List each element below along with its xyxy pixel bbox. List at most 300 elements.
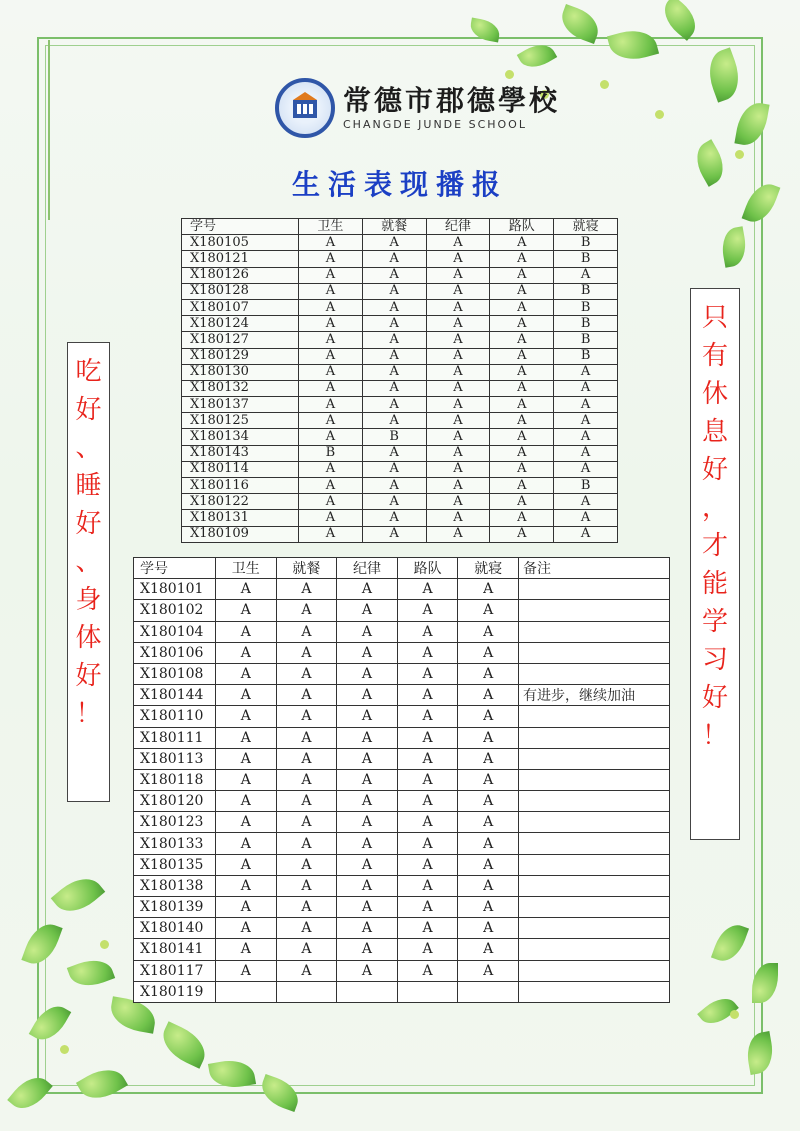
remark-cell <box>519 897 670 918</box>
student-id-cell: X180131 <box>182 510 299 526</box>
grade-cell: A <box>426 380 490 396</box>
table-row <box>182 445 618 461</box>
table-row <box>182 478 618 494</box>
grade-cell: B <box>362 429 426 445</box>
table-row <box>134 939 670 960</box>
grade-cell: A <box>299 413 363 429</box>
grade-cell: A <box>397 897 458 918</box>
remark-cell <box>519 748 670 769</box>
grade-cell: A <box>490 429 554 445</box>
student-id-cell: X180109 <box>182 526 299 542</box>
table-row <box>134 685 670 706</box>
grade-cell: A <box>426 267 490 283</box>
slogan-char: 、 <box>75 547 102 577</box>
table-row <box>182 494 618 510</box>
table-row <box>134 981 670 1002</box>
slogan-char: ， <box>701 493 728 523</box>
grade-cell: A <box>397 769 458 790</box>
grade-cell: A <box>337 706 398 727</box>
grade-cell: A <box>397 706 458 727</box>
table-row <box>182 397 618 413</box>
grade-cell: A <box>337 663 398 684</box>
grade-cell: A <box>216 918 277 939</box>
grade-cell: A <box>276 875 337 896</box>
grade-cell: A <box>337 854 398 875</box>
column-header: 卫生 <box>216 558 277 579</box>
student-id-cell: X180124 <box>182 316 299 332</box>
grade-cell: A <box>490 283 554 299</box>
slogan-char: 休 <box>701 379 728 409</box>
table-row <box>182 364 618 380</box>
page-title: 生活表现播报 <box>291 168 508 201</box>
grade-cell: A <box>362 494 426 510</box>
grade-cell: A <box>490 380 554 396</box>
grade-cell: A <box>216 600 277 621</box>
student-id-cell: X180111 <box>134 727 216 748</box>
grade-cell: A <box>490 397 554 413</box>
grade-cell: A <box>426 251 490 267</box>
grade-cell: B <box>299 445 363 461</box>
grade-cell: A <box>362 364 426 380</box>
grade-cell: A <box>554 380 618 396</box>
grade-cell: A <box>276 897 337 918</box>
remark-cell <box>519 706 670 727</box>
table-header-row <box>134 558 670 579</box>
table-row <box>182 299 618 315</box>
table-row <box>182 510 618 526</box>
grade-cell: A <box>299 461 363 477</box>
performance-table-2 <box>133 557 670 1003</box>
table-row <box>182 526 618 542</box>
grade-cell: A <box>337 897 398 918</box>
grade-cell: A <box>490 461 554 477</box>
grade-cell: A <box>337 875 398 896</box>
grade-cell <box>458 981 519 1002</box>
grade-cell: A <box>299 299 363 315</box>
student-id-cell: X180125 <box>182 413 299 429</box>
grade-cell: A <box>276 642 337 663</box>
grade-cell: A <box>362 461 426 477</box>
grade-cell: A <box>490 413 554 429</box>
grade-cell: A <box>337 748 398 769</box>
grade-cell <box>397 981 458 1002</box>
grade-cell: A <box>490 348 554 364</box>
student-id-cell: X180117 <box>134 960 216 981</box>
grade-cell: A <box>276 706 337 727</box>
grade-cell: A <box>216 812 277 833</box>
grade-cell: A <box>276 663 337 684</box>
grade-cell: B <box>554 299 618 315</box>
student-id-cell: X180121 <box>182 251 299 267</box>
remark-cell <box>519 663 670 684</box>
grade-cell: A <box>426 283 490 299</box>
grade-cell: A <box>458 621 519 642</box>
slogan-char: 好 <box>701 683 728 713</box>
grade-cell: A <box>397 642 458 663</box>
remark-cell <box>519 642 670 663</box>
table-header-row <box>182 219 618 235</box>
table-row <box>182 380 618 396</box>
grade-cell: A <box>490 494 554 510</box>
student-id-cell: X180138 <box>134 875 216 896</box>
grade-cell: A <box>426 235 490 251</box>
grade-cell: A <box>337 812 398 833</box>
student-id-cell: X180127 <box>182 332 299 348</box>
column-header: 备注 <box>519 558 670 579</box>
grade-cell: A <box>426 494 490 510</box>
table-row <box>134 812 670 833</box>
student-id-cell: X180101 <box>134 579 216 600</box>
grade-cell: A <box>426 461 490 477</box>
grade-cell: B <box>554 348 618 364</box>
grade-cell: A <box>490 251 554 267</box>
grade-cell: A <box>362 380 426 396</box>
grade-cell: A <box>337 918 398 939</box>
table-row <box>182 235 618 251</box>
slogan-char: 吃 <box>75 357 102 387</box>
grade-cell: A <box>299 332 363 348</box>
grade-cell: A <box>554 429 618 445</box>
grade-cell: A <box>458 685 519 706</box>
grade-cell: A <box>299 283 363 299</box>
slogan-char: 能 <box>701 569 728 599</box>
grade-cell: A <box>490 299 554 315</box>
grade-cell: A <box>362 445 426 461</box>
remark-cell <box>519 833 670 854</box>
slogan-char: 习 <box>701 645 728 675</box>
grade-cell: A <box>397 791 458 812</box>
grade-cell: A <box>554 445 618 461</box>
table-row <box>182 413 618 429</box>
remark-cell <box>519 727 670 748</box>
grade-cell: A <box>426 299 490 315</box>
column-header: 学号 <box>134 558 216 579</box>
grade-cell: A <box>337 579 398 600</box>
grade-cell: A <box>397 621 458 642</box>
remark-cell <box>519 854 670 875</box>
grade-cell: A <box>337 642 398 663</box>
grade-cell: A <box>490 526 554 542</box>
column-header: 就寝 <box>458 558 519 579</box>
grade-cell: B <box>554 332 618 348</box>
grade-cell: A <box>397 579 458 600</box>
grade-cell: A <box>276 579 337 600</box>
table-row <box>134 727 670 748</box>
grade-cell: A <box>554 413 618 429</box>
grade-cell: A <box>299 235 363 251</box>
grade-cell: A <box>362 267 426 283</box>
column-header: 就寝 <box>554 219 618 235</box>
grade-cell: A <box>362 316 426 332</box>
grade-cell: A <box>554 364 618 380</box>
student-id-cell: X180144 <box>134 685 216 706</box>
grade-cell: A <box>397 812 458 833</box>
grade-cell: A <box>397 918 458 939</box>
student-id-cell: X180126 <box>182 267 299 283</box>
student-id-cell: X180132 <box>182 380 299 396</box>
grade-cell: B <box>554 478 618 494</box>
grade-cell: A <box>458 769 519 790</box>
grade-cell: A <box>276 918 337 939</box>
table-row <box>182 316 618 332</box>
student-id-cell: X180137 <box>182 397 299 413</box>
grade-cell: A <box>299 251 363 267</box>
student-id-cell: X180107 <box>182 299 299 315</box>
grade-cell: A <box>276 600 337 621</box>
grade-cell: A <box>276 727 337 748</box>
column-header: 纪律 <box>337 558 398 579</box>
table-row <box>134 918 670 939</box>
grade-cell: A <box>216 663 277 684</box>
table-row <box>182 251 618 267</box>
slogan-char: 好 <box>75 395 102 425</box>
grade-cell: A <box>397 960 458 981</box>
grade-cell: A <box>362 526 426 542</box>
grade-cell: A <box>426 413 490 429</box>
grade-cell <box>337 981 398 1002</box>
student-id-cell: X180123 <box>134 812 216 833</box>
grade-cell: A <box>216 642 277 663</box>
table-row <box>134 663 670 684</box>
grade-cell: A <box>397 727 458 748</box>
remark-cell <box>519 579 670 600</box>
grade-cell: A <box>362 510 426 526</box>
grade-cell: A <box>337 685 398 706</box>
student-id-cell: X180143 <box>182 445 299 461</box>
grade-cell: A <box>458 748 519 769</box>
column-header: 就餐 <box>276 558 337 579</box>
grade-cell: A <box>397 833 458 854</box>
student-id-cell: X180128 <box>182 283 299 299</box>
grade-cell: A <box>426 397 490 413</box>
column-header: 学号 <box>182 219 299 235</box>
student-id-cell: X180134 <box>182 429 299 445</box>
table-row <box>134 579 670 600</box>
grade-cell: A <box>362 332 426 348</box>
slogan-char: 睡 <box>75 471 102 501</box>
column-header: 路队 <box>397 558 458 579</box>
grade-cell: A <box>276 812 337 833</box>
grade-cell: A <box>458 727 519 748</box>
student-id-cell: X180141 <box>134 939 216 960</box>
grade-cell: A <box>426 445 490 461</box>
grade-cell: A <box>426 429 490 445</box>
student-id-cell: X180118 <box>134 769 216 790</box>
grade-cell: A <box>216 579 277 600</box>
remark-cell <box>519 918 670 939</box>
grade-cell: B <box>554 283 618 299</box>
grade-cell: A <box>299 478 363 494</box>
grade-cell: A <box>362 348 426 364</box>
slogan-char: 好 <box>701 455 728 485</box>
student-id-cell: X180105 <box>182 235 299 251</box>
table-row <box>182 348 618 364</box>
student-id-cell: X180104 <box>134 621 216 642</box>
grade-cell: A <box>216 706 277 727</box>
column-header: 就餐 <box>362 219 426 235</box>
slogan-char: 身 <box>75 585 102 615</box>
school-name-en: CHANGDE JUNDE SCHOOL <box>343 117 527 131</box>
grade-cell: A <box>216 685 277 706</box>
remark-cell <box>519 621 670 642</box>
remark-cell <box>519 600 670 621</box>
table-row <box>134 748 670 769</box>
table-row <box>182 267 618 283</box>
grade-cell: A <box>216 769 277 790</box>
column-header: 路队 <box>490 219 554 235</box>
grade-cell: A <box>397 939 458 960</box>
table-row <box>134 875 670 896</box>
student-id-cell: X180139 <box>134 897 216 918</box>
grade-cell: A <box>299 267 363 283</box>
student-id-cell: X180120 <box>134 791 216 812</box>
table-row <box>182 429 618 445</box>
grade-cell: A <box>426 478 490 494</box>
grade-cell: A <box>458 897 519 918</box>
grade-cell: A <box>276 939 337 960</box>
grade-cell: A <box>276 685 337 706</box>
student-id-cell: X180129 <box>182 348 299 364</box>
remark-cell <box>519 960 670 981</box>
performance-table-1 <box>181 218 618 543</box>
grade-cell: A <box>216 875 277 896</box>
grade-cell: A <box>426 348 490 364</box>
grade-cell: A <box>216 960 277 981</box>
slogan-char: 学 <box>701 607 728 637</box>
table-row <box>134 621 670 642</box>
grade-cell: A <box>490 316 554 332</box>
table-row <box>134 897 670 918</box>
grade-cell: A <box>299 494 363 510</box>
table-row <box>134 706 670 727</box>
grade-cell: A <box>299 316 363 332</box>
grade-cell: A <box>490 478 554 494</box>
grade-cell: A <box>458 812 519 833</box>
grade-cell: A <box>337 600 398 621</box>
grade-cell: A <box>554 526 618 542</box>
table-row <box>134 642 670 663</box>
grade-cell: A <box>458 579 519 600</box>
remark-cell <box>519 981 670 1002</box>
remark-cell: 有进步，继续加油 <box>519 685 670 706</box>
slogan-right <box>690 288 740 840</box>
grade-cell: B <box>554 235 618 251</box>
grade-cell: A <box>276 748 337 769</box>
grade-cell: A <box>554 267 618 283</box>
slogan-char: ！ <box>701 721 728 751</box>
remark-cell <box>519 939 670 960</box>
student-id-cell: X180135 <box>134 854 216 875</box>
grade-cell: A <box>362 251 426 267</box>
grade-cell: A <box>337 791 398 812</box>
grade-cell: A <box>337 960 398 981</box>
grade-cell: A <box>337 727 398 748</box>
remark-cell <box>519 791 670 812</box>
table-row <box>134 960 670 981</box>
table-row <box>134 833 670 854</box>
grade-cell: A <box>458 663 519 684</box>
grade-cell: A <box>337 621 398 642</box>
slogan-char: 好 <box>75 661 102 691</box>
student-id-cell: X180108 <box>134 663 216 684</box>
grade-cell: A <box>299 364 363 380</box>
grade-cell: A <box>490 510 554 526</box>
grade-cell: A <box>397 875 458 896</box>
grade-cell: A <box>426 316 490 332</box>
grade-cell: A <box>216 833 277 854</box>
grade-cell: A <box>458 875 519 896</box>
grade-cell: A <box>397 748 458 769</box>
grade-cell: A <box>458 706 519 727</box>
grade-cell: A <box>554 461 618 477</box>
grade-cell: A <box>490 235 554 251</box>
table-row <box>182 461 618 477</box>
grade-cell: B <box>554 316 618 332</box>
grade-cell: A <box>490 445 554 461</box>
student-id-cell: X180110 <box>134 706 216 727</box>
grade-cell: B <box>554 251 618 267</box>
grade-cell: A <box>362 235 426 251</box>
column-header: 卫生 <box>299 219 363 235</box>
grade-cell: A <box>276 854 337 875</box>
grade-cell: A <box>216 791 277 812</box>
grade-cell: A <box>554 494 618 510</box>
grade-cell: A <box>362 478 426 494</box>
grade-cell: A <box>216 854 277 875</box>
slogan-char: 有 <box>701 341 728 371</box>
grade-cell: A <box>426 332 490 348</box>
grade-cell: A <box>337 939 398 960</box>
slogan-char: 只 <box>701 303 728 333</box>
grade-cell: A <box>337 833 398 854</box>
grade-cell: A <box>299 429 363 445</box>
slogan-left <box>67 342 110 802</box>
student-id-cell: X180119 <box>134 981 216 1002</box>
grade-cell: A <box>458 833 519 854</box>
grade-cell: A <box>337 769 398 790</box>
school-emblem-icon <box>275 78 335 138</box>
grade-cell: A <box>299 348 363 364</box>
column-header: 纪律 <box>426 219 490 235</box>
grade-cell: A <box>362 413 426 429</box>
grade-cell: A <box>276 833 337 854</box>
slogan-char: 息 <box>701 417 728 447</box>
student-id-cell: X180114 <box>182 461 299 477</box>
grade-cell: A <box>554 397 618 413</box>
student-id-cell: X180122 <box>182 494 299 510</box>
remark-cell <box>519 812 670 833</box>
grade-cell: A <box>299 397 363 413</box>
grade-cell: A <box>397 600 458 621</box>
grade-cell: A <box>458 918 519 939</box>
grade-cell: A <box>362 299 426 315</box>
grade-cell: A <box>362 283 426 299</box>
grade-cell: A <box>216 748 277 769</box>
grade-cell: A <box>216 621 277 642</box>
grade-cell: A <box>299 380 363 396</box>
table-row <box>182 332 618 348</box>
grade-cell: A <box>490 332 554 348</box>
student-id-cell: X180102 <box>134 600 216 621</box>
grade-cell: A <box>276 769 337 790</box>
slogan-char: 、 <box>75 433 102 463</box>
grade-cell: A <box>216 727 277 748</box>
student-id-cell: X180113 <box>134 748 216 769</box>
grade-cell: A <box>458 939 519 960</box>
slogan-char: 体 <box>75 623 102 653</box>
table-row <box>134 854 670 875</box>
grade-cell: A <box>216 939 277 960</box>
